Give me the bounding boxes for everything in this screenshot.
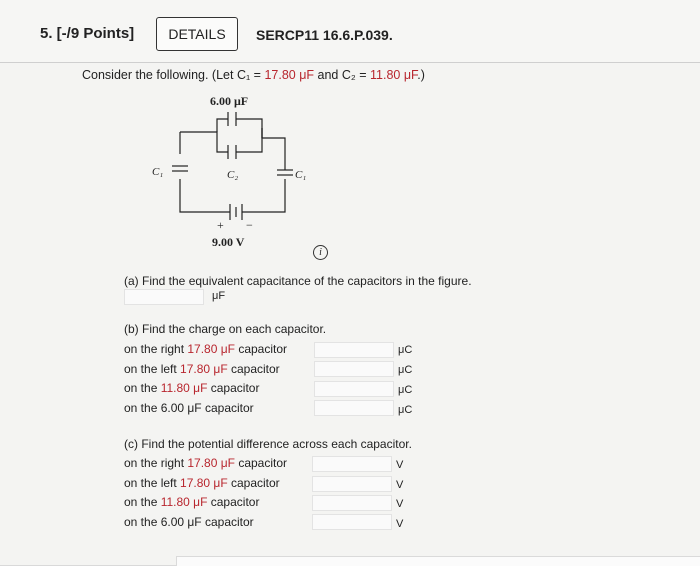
part-c-row-6uf-label: on the 6.00 μF capacitor (124, 515, 254, 529)
part-c-row-left-label: on the left 17.80 μF capacitor (124, 476, 280, 490)
problem-prompt (82, 68, 425, 82)
part-b-c2-unit: μC (398, 384, 413, 396)
right-capacitor-label: C₁ (295, 169, 307, 181)
part-b-question: (b) Find the charge on each capacitor. (124, 322, 327, 336)
part-a-answer-input[interactable] (124, 289, 204, 305)
part-b-row-c2-label: on the 11.80 μF capacitor (124, 381, 260, 395)
part-b-row-left-label: on the left 17.80 μF capacitor (124, 362, 280, 376)
part-b-right-unit: μC (398, 344, 413, 356)
prompt-equals: = (250, 68, 265, 82)
details-button[interactable]: DETAILS (156, 17, 238, 51)
part-b-c2-charge-input[interactable] (314, 381, 394, 397)
part-c-c2-unit: V (396, 498, 404, 510)
part-b-left-charge-input[interactable] (314, 361, 394, 377)
question-header (0, 0, 700, 63)
part-c-6uf-unit: V (396, 518, 404, 530)
battery-plus-sign: + (217, 218, 224, 232)
part-c-row-right-label: on the right 17.80 μF capacitor (124, 456, 288, 470)
part-c-right-unit: V (396, 459, 404, 471)
part-a-question: (a) Find the equivalent capacitance of the capacitors in the figure. (124, 274, 472, 288)
part-c-c2-voltage-input[interactable] (312, 495, 392, 511)
prompt-and: and (314, 68, 342, 82)
left-capacitor-label: C₁ (152, 166, 164, 178)
part-c-left-voltage-input[interactable] (312, 476, 392, 492)
top-capacitor-label: 6.00 μF (210, 94, 249, 108)
prompt-closing: .) (417, 68, 425, 82)
part-c-left-unit: V (396, 479, 404, 491)
question-number: 5. [-/9 Points] (40, 25, 135, 42)
battery-minus-sign: − (246, 218, 253, 232)
c2-value: 11.80 μF (370, 68, 418, 82)
part-b-row-6uf-label: on the 6.00 μF capacitor (124, 401, 254, 415)
part-c-question: (c) Find the potential difference across each capacitor. (124, 437, 412, 451)
part-b-left-unit: μC (398, 364, 413, 376)
part-c-row-c2-label: on the 11.80 μF capacitor (124, 495, 260, 509)
part-a-unit: μF (212, 290, 226, 302)
battery-voltage-label: 9.00 V (212, 235, 245, 249)
middle-capacitor-label: C₂ (227, 169, 239, 181)
info-icon[interactable]: i (313, 245, 328, 260)
part-c-right-voltage-input[interactable] (312, 456, 392, 472)
problem-id: SERCP11 16.6.P.039. (256, 27, 393, 43)
part-b-6uf-unit: μC (398, 404, 413, 416)
prompt-equals: = (355, 68, 370, 82)
circuit-diagram (140, 90, 340, 250)
part-b-row-right-label: on the right 17.80 μF capacitor (124, 342, 288, 356)
part-b-6uf-charge-input[interactable] (314, 400, 394, 416)
part-c-6uf-voltage-input[interactable] (312, 514, 392, 530)
part-b-right-charge-input[interactable] (314, 342, 394, 358)
prompt-text: Consider the following. (Let (82, 68, 237, 82)
c1-value: 17.80 μF (264, 68, 315, 82)
c1-symbol: C₁ (236, 68, 251, 82)
c2-symbol: C₂ (341, 68, 356, 82)
